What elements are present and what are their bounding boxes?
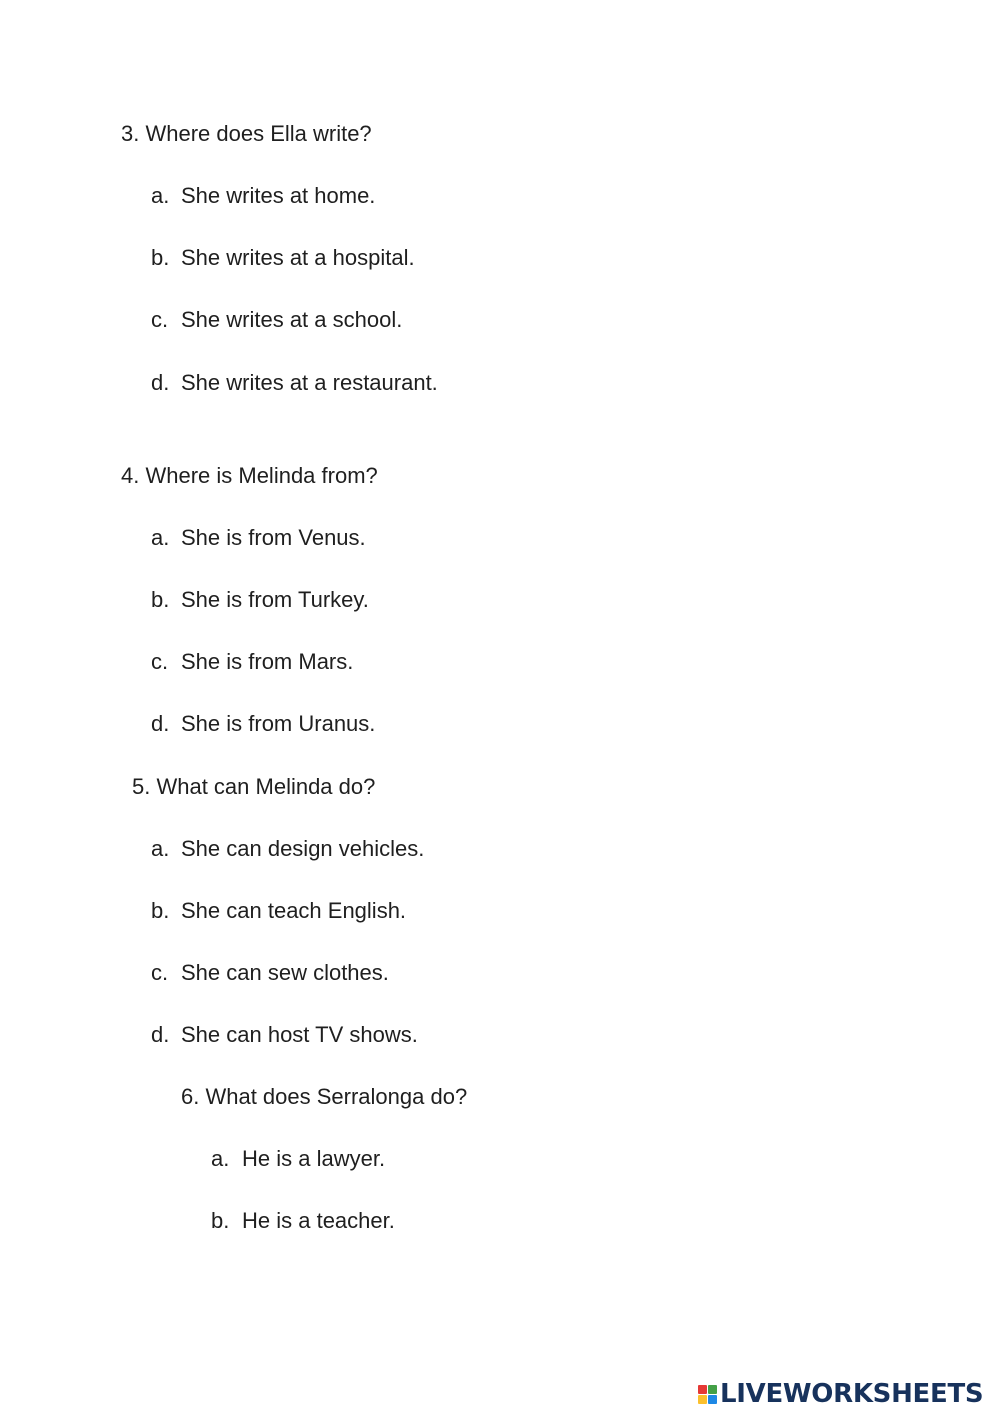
option-text: She writes at home.: [181, 183, 376, 208]
question-3-prompt: 3. Where does Ella write?: [121, 121, 372, 146]
option-letter: c.: [151, 960, 169, 985]
option-letter: d.: [151, 370, 170, 395]
option-letter: b.: [151, 898, 170, 923]
question-5-option-b[interactable]: [151, 898, 406, 924]
question-6-option-b[interactable]: [211, 1208, 395, 1234]
option-letter: a.: [151, 525, 170, 550]
option-text: She can design vehicles.: [181, 836, 425, 861]
question-5-option-c[interactable]: [151, 960, 389, 986]
logo-square-yellow: [698, 1395, 707, 1404]
option-letter: d.: [151, 711, 170, 736]
option-letter: b.: [151, 587, 170, 612]
option-text: She writes at a hospital.: [181, 245, 415, 270]
logo-square-red: [698, 1385, 707, 1394]
option-text: She is from Uranus.: [181, 711, 376, 736]
logo-square-blue: [708, 1395, 717, 1404]
question-4-option-b[interactable]: [151, 587, 369, 613]
option-text: She is from Mars.: [181, 649, 354, 674]
question-5-prompt: 5. What can Melinda do?: [132, 774, 376, 799]
question-3-option-d[interactable]: [151, 370, 438, 396]
question-5-option-a[interactable]: [151, 836, 424, 862]
option-text: She writes at a school.: [181, 307, 403, 332]
question-4-option-d[interactable]: [151, 711, 375, 737]
liveworksheets-logo-text: LIVEWORKSHEETS: [720, 1379, 984, 1409]
liveworksheets-logo: [698, 1379, 983, 1409]
option-letter: b.: [151, 245, 170, 270]
option-text: She can teach English.: [181, 898, 407, 923]
option-letter: b.: [211, 1208, 230, 1233]
logo-square-green: [708, 1385, 717, 1394]
option-text: She writes at a restaurant.: [181, 370, 438, 395]
question-3-option-c[interactable]: [151, 307, 402, 333]
option-text: She can host TV shows.: [181, 1022, 418, 1047]
option-letter: a.: [151, 183, 170, 208]
option-text: He is a teacher.: [242, 1208, 395, 1233]
question-6-prompt: 6. What does Serralonga do?: [181, 1084, 468, 1109]
question-4-option-a[interactable]: [151, 525, 366, 551]
option-letter: a.: [211, 1146, 230, 1171]
option-letter: c.: [151, 307, 169, 332]
option-text: She is from Turkey.: [181, 587, 369, 612]
option-letter: a.: [151, 836, 170, 861]
question-3-option-a[interactable]: [151, 183, 375, 209]
option-letter: c.: [151, 649, 169, 674]
option-text: He is a lawyer.: [242, 1146, 386, 1171]
option-text: She is from Venus.: [181, 525, 366, 550]
liveworksheets-logo-icon: [698, 1385, 717, 1404]
question-6-option-a[interactable]: [211, 1146, 385, 1172]
question-4-option-c[interactable]: [151, 649, 353, 675]
question-3-option-b[interactable]: [151, 245, 415, 271]
question-4-prompt: 4. Where is Melinda from?: [121, 463, 378, 488]
option-letter: d.: [151, 1022, 170, 1047]
option-text: She can sew clothes.: [181, 960, 389, 985]
question-5-option-d[interactable]: [151, 1022, 418, 1048]
